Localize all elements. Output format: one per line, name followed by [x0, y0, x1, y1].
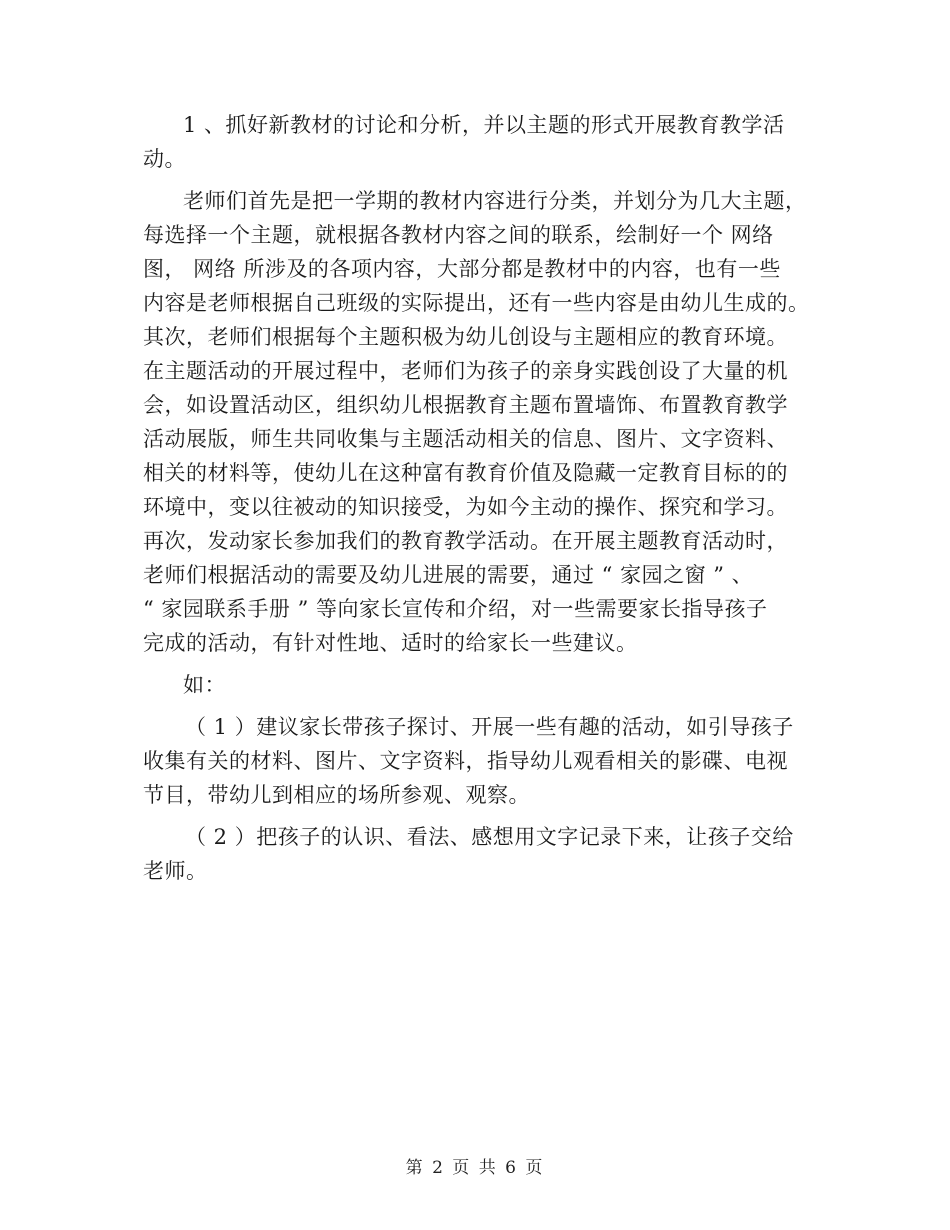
text-line: （ 1 ）建议家长带孩子探讨、开展一些有趣的活动，如引导孩子	[185, 715, 794, 739]
paragraph-1	[143, 108, 813, 176]
text-line: 每选择一个主题，就根据各教材内容之间的联系，绘制好一个 网络	[143, 223, 774, 247]
paragraph-4	[143, 710, 813, 812]
text-line: 老师。	[143, 859, 208, 883]
text-line: 再次，发动家长参加我们的教育教学活动。在开展主题教育活动时，	[143, 529, 788, 553]
text-line: 节目，带幼儿到相应的场所参观、观察。	[143, 783, 530, 807]
text-line: 收集有关的材料、图片、文字资料，指导幼儿观看相关的影碟、电视	[143, 749, 788, 773]
paragraph-2	[143, 184, 813, 660]
text-line: 老师们首先是把一学期的教材内容进行分类，并划分为几大主题，	[183, 189, 807, 213]
text-line: 其次，老师们根据每个主题积极为幼儿创设与主题相应的教育环境。	[143, 325, 788, 349]
text-line: 图， 网络 所涉及的各项内容，大部分都是教材中的内容，也有一些	[143, 257, 781, 281]
text-line: 活动展版，师生共同收集与主题活动相关的信息、图片、文字资料、	[143, 427, 788, 451]
text-line: “ 家园联系手册 ” 等向家长宣传和介绍，对一些需要家长指导孩子	[143, 597, 768, 621]
text-line: 在主题活动的开展过程中，老师们为孩子的亲身实践创设了大量的机	[143, 359, 788, 383]
text-line: 环境中，变以往被动的知识接受，为如今主动的操作、探究和学习。	[143, 495, 788, 519]
text-line: 老师们根据活动的需要及幼儿进展的需要，通过 “ 家园之窗 ” 、	[143, 563, 754, 587]
page-number-footer: 第 2 页 共 6 页	[405, 1158, 545, 1178]
paragraph-5	[143, 820, 813, 888]
text-line: 完成的活动，有针对性地、适时的给家长一些建议。	[143, 631, 638, 655]
text-line: 动。	[143, 147, 186, 171]
text-line: 相关的材料等，使幼儿在这种富有教育价值及隐藏一定教育目标的的	[143, 461, 788, 485]
text-line: 1 、抓好新教材的讨论和分析，并以主题的形式开展教育教学活	[183, 113, 785, 137]
text-line: 会，如设置活动区，组织幼儿根据教育主题布置墙饰、布置教育教学	[143, 393, 788, 417]
text-line: 如：	[183, 673, 226, 697]
text-line: （ 2 ）把孩子的认识、看法、感想用文字记录下来，让孩子交给	[185, 825, 794, 849]
text-line: 内容是老师根据自己班级的实际提出，还有一些内容是由幼儿生成的。	[143, 291, 810, 315]
paragraph-3	[143, 668, 813, 702]
document-body	[143, 108, 813, 888]
